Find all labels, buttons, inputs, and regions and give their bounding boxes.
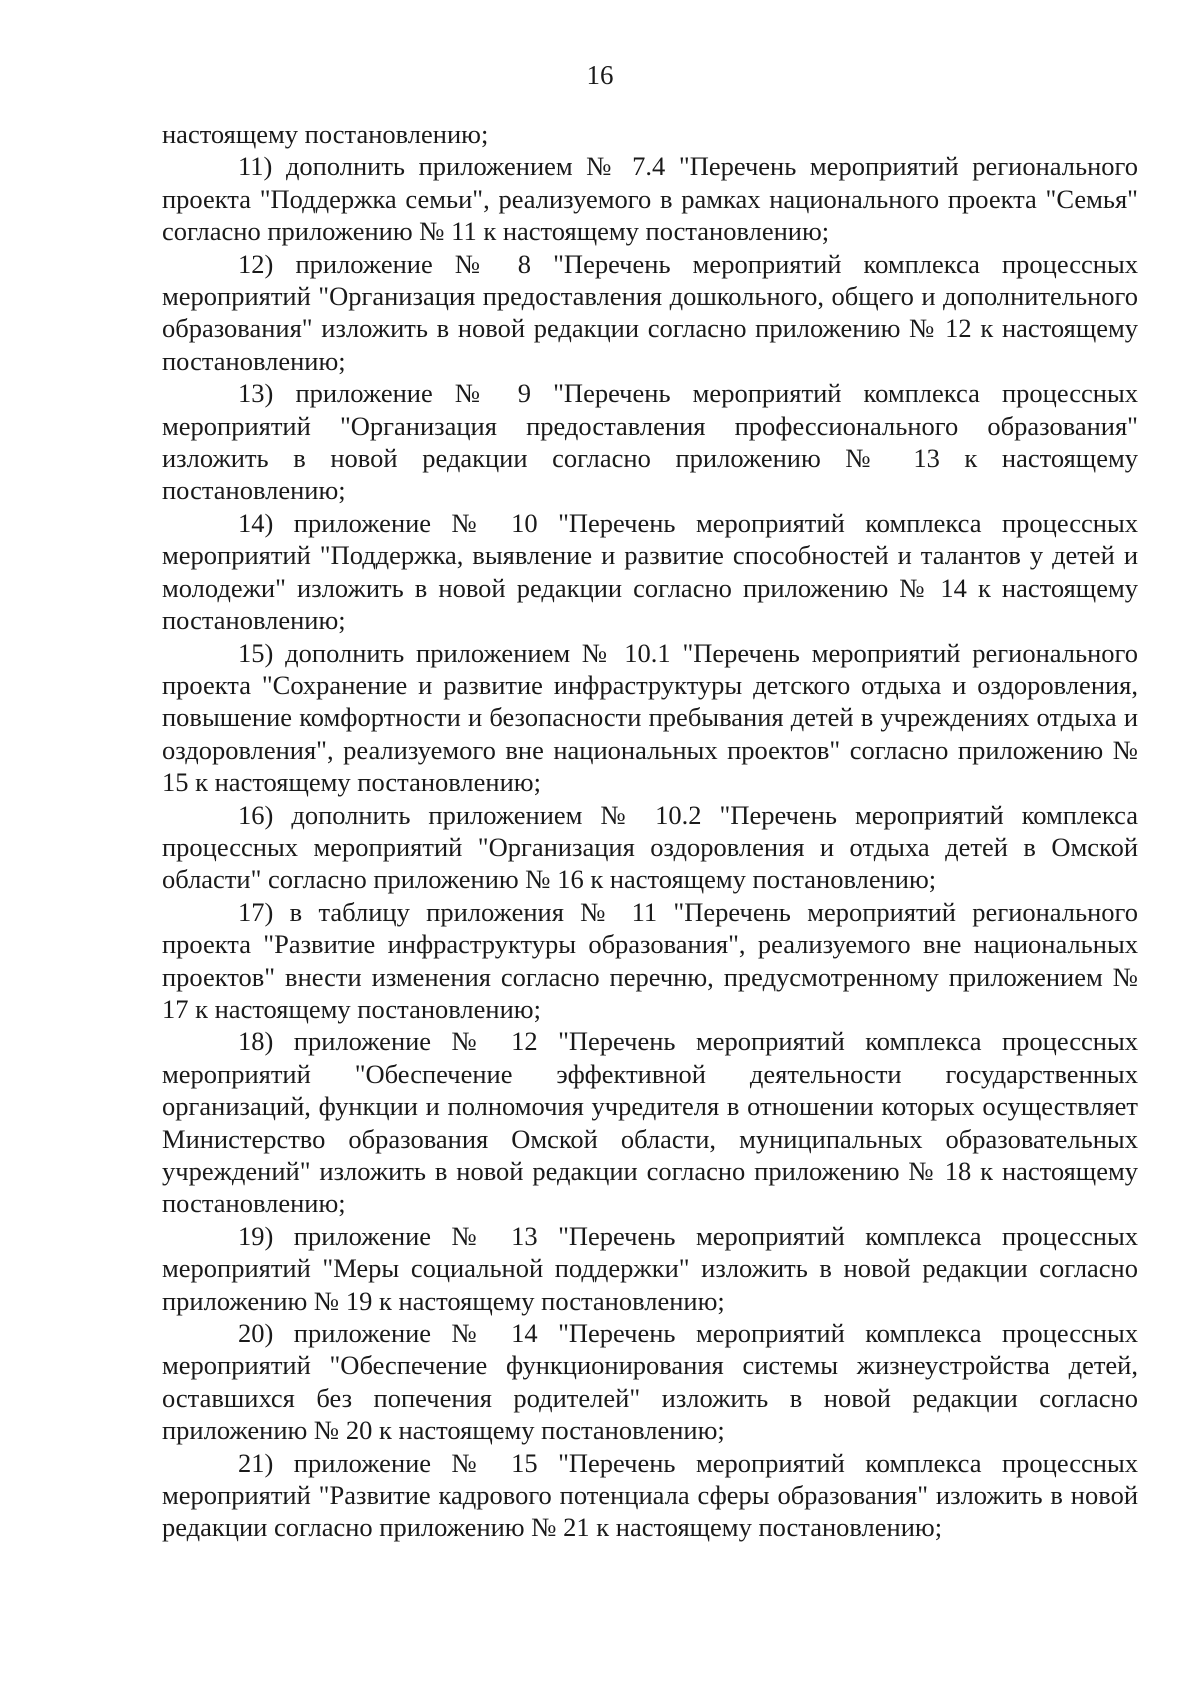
list-item-15: 15) дополнить приложением № 10.1 "Перечень мероприятий регионального проекта "Сохранение и развитие инфраструктуры детского отдыха и оздоровления, повышение комфортности и безопасности пребывания детей в учреждениях отдыха и оздоровления", реализуемого вне национальных проектов" согласно приложению № 15 к настоящему постановлению; [162, 637, 1138, 798]
list-item-16: 16) дополнить приложением № 10.2 "Перечень мероприятий комплекса процессных мероприятий "Организация оздоровления и отдыха детей в Омской области" согласно приложению № 16 к настоящему постановлению; [162, 799, 1138, 895]
list-item-21: 21) приложение № 15 "Перечень мероприятий комплекса процессных мероприятий "Развитие кадрового потенциала сферы образования" изложить в новой редакции согласно приложению № 21 к настоящему постановлению; [162, 1447, 1138, 1543]
list-item-18: 18) приложение № 12 "Перечень мероприятий комплекса процессных мероприятий "Обеспечение эффективной деятельности государственных организаций, функции и полномочия учредителя в отношении которых осуществляет Министерство образования Омской области, муниципальных образовательных учреждений" изложить в новой редакции согласно приложению № 18 к настоящему постановлению; [162, 1026, 1138, 1219]
list-item-17: 17) в таблицу приложения № 11 "Перечень мероприятий регионального проекта "Развитие инфраструктуры образования", реализуемого вне национальных проектов" внести изменения согласно перечню, предусмотренному приложением № 17 к настоящему постановлению; [162, 896, 1138, 1024]
list-item-12: 12) приложение № 8 "Перечень мероприятий комплекса процессных мероприятий "Организация предоставления дошкольного, общего и дополнительного образования" изложить в новой редакции согласно приложению № 12 к настоящему постановлению; [162, 248, 1138, 376]
list-item-11: 11) дополнить приложением № 7.4 "Перечень мероприятий регионального проекта "Поддержка семьи", реализуемого в рамках национального проекта "Семья" согласно приложению № 11 к настоящему постановлению; [162, 151, 1138, 247]
intro-paragraph: настоящему постановлению; [162, 119, 489, 149]
list-item-19: 19) приложение № 13 "Перечень мероприятий комплекса процессных мероприятий "Меры социальной поддержки" изложить в новой редакции согласно приложению № 19 к настоящему постановлению; [162, 1220, 1138, 1316]
list-item-20: 20) приложение № 14 "Перечень мероприятий комплекса процессных мероприятий "Обеспечение функционирования системы жизнеустройства детей, оставшихся без попечения родителей" изложить в новой редакции согласно приложению № 20 к настоящему постановлению; [162, 1318, 1138, 1446]
list-item-14: 14) приложение № 10 "Перечень мероприятий комплекса процессных мероприятий "Поддержка, выявление и развитие способностей и талантов у детей и молодежи" изложить в новой редакции согласно приложению № 14 к настоящему постановлению; [162, 507, 1138, 636]
list-item-13: 13) приложение № 9 "Перечень мероприятий комплекса процессных мероприятий "Организация предоставления профессионального образования" изложить в новой редакции согласно приложению № 13 к настоящему постановлению; [162, 378, 1138, 506]
page-number: 16 [586, 60, 614, 90]
document-body [162, 118, 1138, 1544]
